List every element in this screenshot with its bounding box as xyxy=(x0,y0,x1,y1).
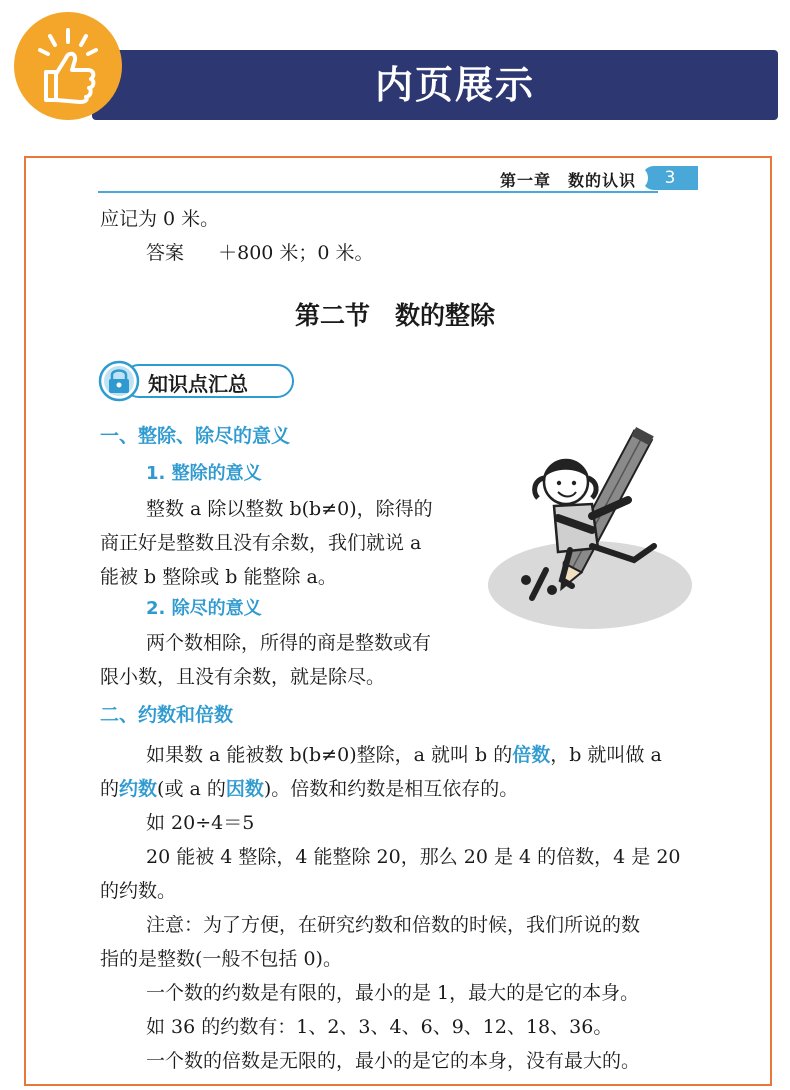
term-multiple: 倍数 xyxy=(512,744,551,766)
header-banner xyxy=(92,50,778,120)
part1-sub2: 2. 除尽的意义 xyxy=(146,598,262,619)
part2-p1-text-e: )。倍数和约数是相互依存的。 xyxy=(263,778,519,800)
part2-p5: 一个数的倍数是无限的，最小的是它的本身，没有最大的。 xyxy=(146,1050,641,1072)
lock-icon xyxy=(98,360,144,402)
part2-p1-text-c: 的 xyxy=(100,778,120,800)
part2-heading: 二、约数和倍数 xyxy=(100,704,234,726)
term-factor: 因数 xyxy=(225,778,264,800)
knowledge-summary-tag xyxy=(98,360,296,402)
part2-p1-text-b: ，b 就叫做 a xyxy=(550,744,662,766)
part1-p2-line2: 限小数，且没有余数，就是除尽。 xyxy=(100,666,386,688)
part2-note-line1: 注意：为了方便，在研究约数和倍数的时候，我们所说的数 xyxy=(146,914,641,936)
thumbs-up-icon xyxy=(14,12,122,120)
part2-p2-line1: 20 能被 4 整除，4 能整除 20，那么 20 是 4 的倍数，4 是 20 xyxy=(146,846,681,868)
answer-line xyxy=(146,238,374,268)
term-divisor: 约数 xyxy=(119,778,158,800)
part2-p1-line2 xyxy=(100,774,518,804)
answer-text: ＋800 米；0 米。 xyxy=(218,242,374,264)
part1-p1-line1: 整数 a 除以整数 b(b≠0)，除得的 xyxy=(146,498,433,520)
running-head-rule xyxy=(98,191,658,193)
section-title: 第二节 数的整除 xyxy=(294,301,495,330)
page-number: 3 xyxy=(642,166,698,190)
part2-p3: 一个数的约数是有限的，最小的是 1，最大的是它的本身。 xyxy=(146,982,640,1004)
part2-p1-text-d: (或 a 的 xyxy=(157,778,226,800)
answer-label: 答案 xyxy=(146,242,185,264)
part1-sub1: 1. 整除的意义 xyxy=(146,463,262,484)
part2-p4: 如 36 的约数有：1、2、3、4、6、9、12、18、36。 xyxy=(146,1016,613,1038)
part2-p1-text-a: 如果数 a 能被数 b(b≠0)整除，a 就叫 b 的 xyxy=(146,744,513,766)
chapter-title: 第一章 数的认识 xyxy=(499,171,636,190)
part1-p1-line3: 能被 b 整除或 b 能整除 a。 xyxy=(100,566,337,588)
girl-with-pencil-illustration xyxy=(488,420,698,630)
running-head xyxy=(98,164,698,194)
part1-p2-line1: 两个数相除，所得的商是整数或有 xyxy=(146,632,432,654)
part1-heading: 一、整除、除尽的意义 xyxy=(100,425,291,447)
intro-line: 应记为 0 米。 xyxy=(100,208,220,230)
thumbs-up-badge xyxy=(14,12,122,120)
part1-p1-line2: 商正好是整数且没有余数，我们就说 a xyxy=(100,532,422,554)
part2-example: 如 20÷4＝5 xyxy=(146,812,255,834)
banner-title: 内页展示 xyxy=(374,63,535,107)
part2-note-line2: 指的是整数(一般不包括 0)。 xyxy=(100,948,342,970)
part2-p1-line1 xyxy=(146,740,662,770)
part2-p2-line2: 的约数。 xyxy=(100,880,177,902)
knowledge-summary-label: 知识点汇总 xyxy=(148,372,248,396)
